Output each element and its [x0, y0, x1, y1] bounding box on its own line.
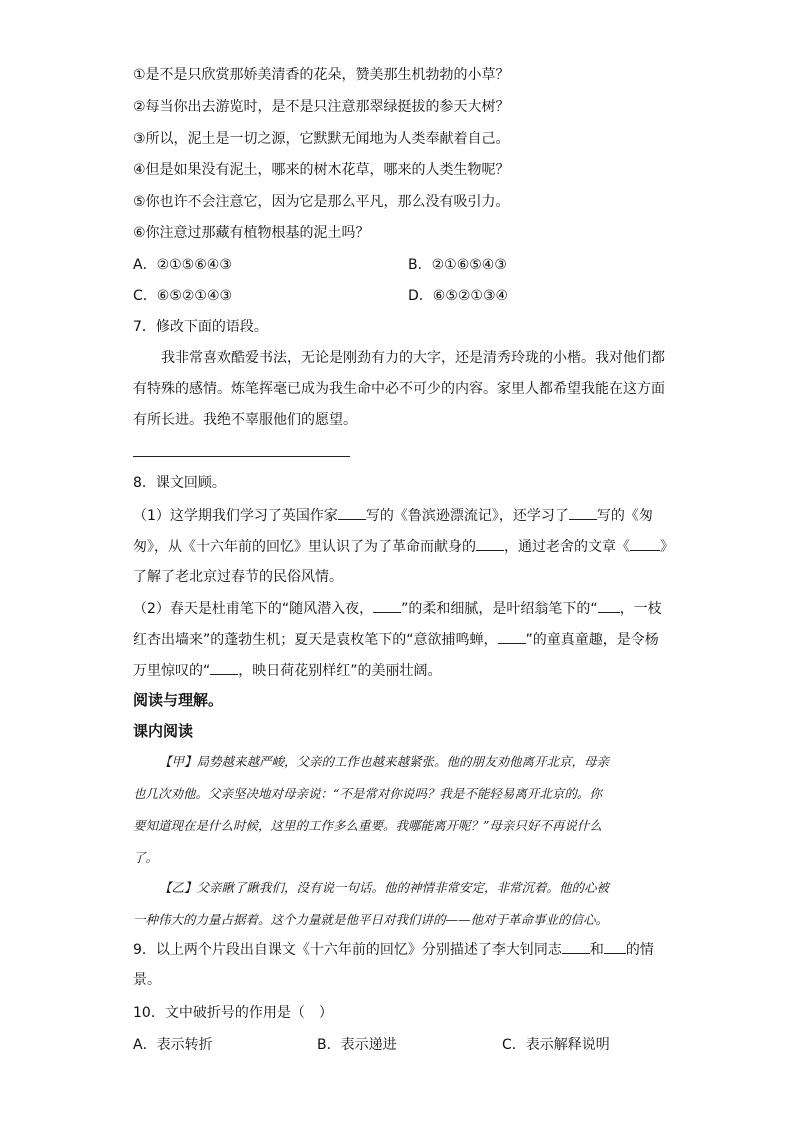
- q10-option-a[interactable]: A．表示转折: [133, 1037, 213, 1053]
- q10-option-b[interactable]: B．表示递进: [317, 1037, 397, 1053]
- q8-p2-text-d: 红杏出墙来”的蓬勃生机；夏天是袁枚笔下的“意欲捕鸣蝉，: [133, 632, 498, 648]
- q8-p2-text-e: ”的童真童趣，是令杨: [525, 632, 659, 648]
- q8-p1-text-e: ，通过老舍的文章《: [504, 539, 630, 555]
- q9-line2: 景。: [133, 972, 161, 988]
- q8-p2-text-g: ，映日荷花别样红”的美丽壮阔。: [238, 663, 442, 679]
- passage-yi-line-2: 一种伟大的力量占据着。这个力量就是他平日对我们讲的——他对于革命事业的信心。: [133, 912, 609, 927]
- passage-jia-line-4: 了。: [133, 850, 159, 865]
- q10-title: 10．文中破折号的作用是（ ）: [133, 1005, 333, 1021]
- q8-part2-line1: [133, 598, 662, 619]
- q6-sentence-3: ③所以，泥土是一切之源，它默默无闻地为人类奉献着自己。: [133, 131, 510, 147]
- passage-jia-line-2: 也几次劝他。父亲坚决地对母亲说：“不是常对你说吗？我是不能轻易离开北京的。你: [133, 786, 602, 801]
- q9-text-c: 的情: [625, 942, 654, 958]
- blank-yuan-mei-line[interactable]: [498, 629, 526, 644]
- q6-sentence-4: ④但是如果没有泥土，哪来的树木花草，哪来的人类生物呢？: [133, 162, 510, 178]
- passage-jia: [133, 746, 665, 874]
- passage-jia-line-3: 要知道现在是什么时候，这里的工作多么重要。我哪能离开呢？”母亲只好不再说什么: [133, 818, 602, 833]
- q8-part1-line3: 了解了老北京过春节的民俗风情。: [133, 569, 343, 585]
- q8-p1-text-c: 写的《匆: [596, 508, 653, 524]
- q6-option-c[interactable]: C．⑥⑤②①④③: [133, 288, 233, 304]
- q8-p1-text-d: 匆》，从《十六年前的回忆》里认识了为了革命而献身的: [133, 539, 476, 555]
- q6-option-a[interactable]: A．②①⑤⑥④③: [133, 257, 232, 273]
- q8-part1-line1: [133, 505, 653, 526]
- section-in-class-heading: 课内阅读: [133, 722, 194, 740]
- q8-p2-text-b: ”的柔和细腻，是叶绍翁笔下的“: [401, 601, 598, 617]
- blank-martyr-name[interactable]: [476, 536, 504, 551]
- q8-p2-text-f: 万里惊叹的“: [133, 663, 211, 679]
- q7-answer-line[interactable]: [133, 456, 350, 457]
- q7-title: 7．修改下面的语段。: [133, 319, 268, 335]
- q6-sentence-1: ①是不是只欣赏那娇美清香的花朵，赞美那生机勃勃的小草？: [133, 67, 510, 83]
- section-reading-heading: 阅读与理解。: [133, 691, 224, 709]
- q8-part2-line2: [133, 629, 659, 650]
- blank-ye-shaoweng-line[interactable]: [598, 598, 620, 613]
- blank-q9-scene-2[interactable]: [604, 939, 626, 954]
- q10-option-c[interactable]: C．表示解释说明: [502, 1037, 610, 1053]
- q7-text-line-2: 有特殊的感情。炼笔挥毫已成为我生命中必不可少的内容。家里人都希望我能在这方面: [133, 381, 665, 397]
- passage-jia-line-1: 【甲】局势越来越严峻，父亲的工作也越来越紧张。他的朋友劝他离开北京，母亲: [159, 754, 610, 769]
- q9-text-a: 9．以上两个片段出自课文《十六年前的回忆》分别描述了李大钊同志: [133, 942, 562, 958]
- q6-sentence-2: ②每当你出去游览时，是不是只注意那翠绿挺拔的参天大树？: [133, 99, 510, 115]
- q8-p1-text-f: 》: [660, 539, 674, 555]
- q6-sentence-5: ⑤你也许不会注意它，因为它是那么平凡，那么没有吸引力。: [133, 194, 510, 210]
- q8-part1-line2: [133, 536, 674, 557]
- q8-part2-line3: [133, 660, 442, 681]
- passage-yi-line-1: 【乙】父亲瞅了瞅我们，没有说一句话。他的神情非常安定，非常沉着。他的心被: [159, 880, 610, 895]
- q8-p1-text-a: （1）这学期我们学习了英国作家: [133, 508, 338, 524]
- blank-q9-scene-1[interactable]: [562, 939, 590, 954]
- q7-text-line-3: 有所长进。我绝不辜服他们的愿望。: [133, 412, 357, 428]
- q6-option-b[interactable]: B．②①⑥⑤④③: [408, 257, 507, 273]
- q6-sentence-6: ⑥你注意过那藏有植物根基的泥土吗？: [133, 225, 370, 241]
- blank-essay-title[interactable]: [630, 536, 660, 551]
- blank-author-defoe[interactable]: [338, 505, 366, 520]
- q7-text-line-1: 我非常喜欢酷爱书法，无论是刚劲有力的大字，还是清秀玲珑的小楷。我对他们都: [161, 350, 665, 366]
- blank-du-fu-line[interactable]: [373, 598, 401, 613]
- q6-option-d[interactable]: D．⑥⑤②①③④: [408, 288, 509, 304]
- q8-p2-text-a: （2）春天是杜甫笔下的“随风潜入夜，: [133, 601, 374, 617]
- passage-yi: [133, 872, 665, 936]
- q8-p1-text-b: 写的《鲁滨逊漂流记》，还学习了: [365, 508, 569, 524]
- q9-line1: [133, 939, 654, 960]
- q8-p2-text-c: ，一枝: [619, 601, 662, 617]
- blank-yang-wanli-line[interactable]: [210, 660, 238, 675]
- q8-title: 8．课文回顾。: [133, 475, 226, 491]
- blank-author-zhu-ziqing[interactable]: [569, 505, 597, 520]
- q9-text-b: 和: [589, 942, 604, 958]
